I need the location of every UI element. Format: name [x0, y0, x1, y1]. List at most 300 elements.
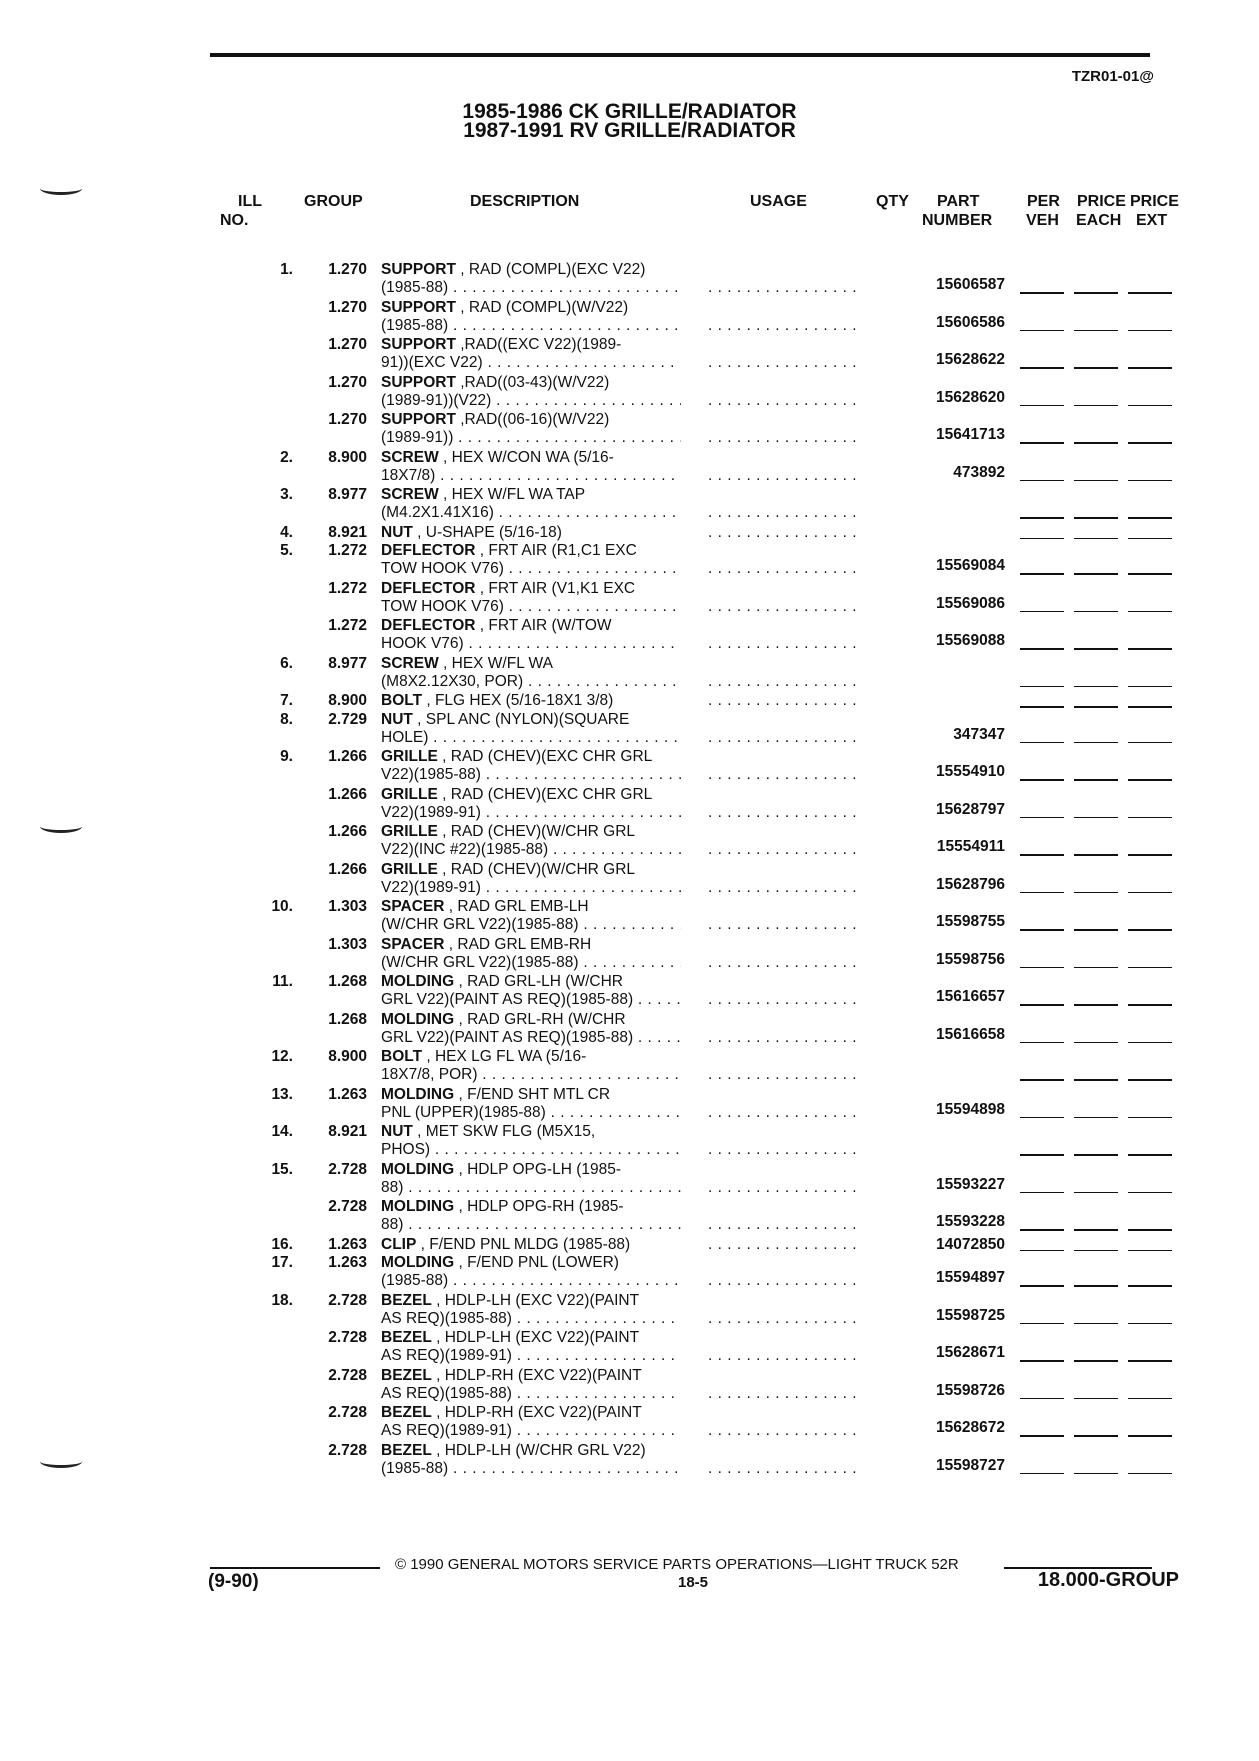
description-text: , HEX W/FL WA TAP — [438, 486, 586, 503]
per-veh-blank — [1020, 1323, 1064, 1325]
description-line-2 — [381, 1104, 681, 1122]
part-name: SPACER — [381, 898, 445, 915]
per-veh-blank — [1020, 779, 1064, 781]
group-number: 1.303 — [328, 935, 367, 953]
usage-leader — [708, 504, 862, 522]
description-text: , RAD GRL EMB-LH — [444, 898, 589, 915]
description-text-2: (1985-88) — [381, 1459, 449, 1477]
part-number: 15628620 — [936, 388, 1005, 406]
header-description: DESCRIPTION — [470, 193, 580, 210]
part-name: NUT — [381, 710, 413, 728]
ill-number: 12. — [271, 1048, 293, 1065]
description-text: ,RAD((06-16)(W/V22) — [455, 411, 610, 428]
description-line-2 — [381, 560, 681, 578]
price-ext-blank — [1128, 1285, 1172, 1287]
description-line-1 — [381, 299, 628, 317]
part-name: BOLT — [381, 1048, 423, 1065]
table-row — [0, 261, 1259, 299]
part-name: GRILLE — [381, 785, 438, 803]
per-veh-blank — [1020, 706, 1064, 708]
description-line-1 — [381, 542, 637, 560]
table-row — [0, 486, 1259, 524]
price-each-blank — [1074, 1323, 1118, 1325]
header-number: NUMBER — [922, 212, 993, 229]
description-line-2 — [381, 1216, 681, 1234]
group-number: 1.266 — [328, 748, 367, 765]
description-line-1 — [381, 1011, 626, 1029]
footer-page-number: 18-5 — [678, 1574, 709, 1591]
description-text: , HDLP-RH (EXC V22)(PAINT — [431, 1404, 642, 1421]
description-text-2: (1985-88) — [381, 279, 449, 296]
part-name: MOLDING — [381, 1085, 455, 1103]
header-usage: USAGE — [750, 193, 807, 210]
group-number: 1.303 — [328, 898, 367, 915]
per-veh-blank — [1020, 1360, 1064, 1362]
description-text-2: V22)(1989-91) — [381, 803, 481, 821]
description-line-1 — [381, 411, 609, 429]
description-text-2: HOOK V76) — [381, 635, 464, 652]
per-veh-blank — [1020, 742, 1064, 744]
ill-number: 8. — [280, 710, 293, 728]
usage-leader — [708, 1385, 862, 1403]
per-veh-blank — [1020, 854, 1064, 856]
description-line-1 — [381, 1254, 619, 1272]
description-text-2: V22)(INC #22)(1985-88) — [381, 841, 549, 858]
price-each-blank — [1074, 330, 1118, 332]
description-line-2 — [381, 954, 681, 972]
part-number: 15593227 — [936, 1175, 1005, 1193]
price-ext-blank — [1128, 405, 1172, 407]
usage-leader — [708, 1310, 862, 1328]
price-ext-blank — [1128, 517, 1172, 519]
usage-leader — [708, 954, 862, 972]
usage-leader — [708, 317, 862, 335]
group-number: 1.272 — [328, 579, 367, 597]
ill-number: 4. — [280, 523, 293, 541]
table-row — [0, 1254, 1259, 1292]
price-ext-blank — [1128, 686, 1172, 688]
part-name: BEZEL — [381, 1366, 432, 1384]
description-line-2 — [381, 1141, 681, 1159]
description-line-2 — [381, 429, 681, 447]
group-number: 8.900 — [328, 692, 367, 709]
description-text-2: (M8X2.12X30, POR) — [381, 672, 524, 690]
description-text: ,RAD((EXC V22)(1989- — [455, 336, 622, 353]
price-ext-blank — [1128, 1154, 1172, 1156]
header-veh: VEH — [1026, 212, 1059, 229]
price-each-blank — [1074, 1473, 1118, 1475]
description-line-1 — [381, 1086, 610, 1104]
group-number: 1.272 — [328, 542, 367, 559]
part-name: MOLDING — [381, 1254, 455, 1271]
usage-leader — [708, 1066, 862, 1084]
price-each-blank — [1074, 1250, 1118, 1252]
group-number: 2.728 — [328, 1291, 367, 1309]
table-row — [0, 336, 1259, 374]
table-row — [0, 1442, 1259, 1480]
description-line-2 — [381, 1460, 681, 1478]
header-price-ext: PRICE — [1130, 193, 1179, 210]
footer-group: 18.000-GROUP — [1037, 1569, 1179, 1591]
part-number: 15569088 — [936, 632, 1005, 649]
price-each-blank — [1074, 405, 1118, 407]
part-number: 15628622 — [936, 351, 1005, 368]
per-veh-blank — [1020, 573, 1064, 575]
description-line-1 — [381, 936, 591, 954]
description-line-2 — [381, 1272, 681, 1290]
ill-number: 7. — [280, 692, 293, 709]
usage-leader — [708, 1104, 862, 1122]
group-number: 8.977 — [328, 486, 367, 503]
price-ext-blank — [1128, 292, 1172, 294]
description-text-2: TOW HOOK V76) — [381, 560, 504, 577]
usage-leader — [708, 560, 862, 578]
price-each-blank — [1074, 1154, 1118, 1156]
table-row — [0, 580, 1259, 618]
part-number: 15594898 — [936, 1100, 1005, 1118]
part-name: NUT — [381, 1123, 413, 1140]
description-text-2: (W/CHR GRL V22)(1985-88) — [381, 953, 579, 971]
part-name: SCREW — [381, 486, 439, 503]
description-text: , F/END SHT MTL CR — [454, 1085, 611, 1103]
part-name: GRILLE — [381, 748, 438, 765]
price-each-blank — [1074, 1435, 1118, 1437]
part-name: SUPPORT — [381, 261, 456, 278]
table-row — [0, 542, 1259, 580]
description-text-2: 18X7/8, POR) — [381, 1066, 478, 1083]
description-text: , FRT AIR (W/TOW — [475, 617, 612, 634]
description-text: , HDLP-RH (EXC V22)(PAINT — [431, 1366, 642, 1384]
description-text: ,RAD((03-43)(W/V22) — [455, 373, 610, 391]
description-line-1 — [381, 617, 612, 635]
price-ext-blank — [1128, 706, 1172, 708]
price-each-blank — [1074, 648, 1118, 650]
table-row — [0, 748, 1259, 786]
description-text: , FRT AIR (R1,C1 EXC — [475, 542, 637, 559]
description-line-1 — [381, 580, 635, 598]
table-row — [0, 1329, 1259, 1367]
table-row — [0, 449, 1259, 487]
description-text: , HDLP OPG-RH (1985- — [454, 1198, 624, 1215]
price-ext-blank — [1128, 779, 1172, 781]
price-each-blank — [1074, 1285, 1118, 1287]
price-ext-blank — [1128, 538, 1172, 540]
description-line-1 — [381, 336, 621, 354]
usage-leader — [708, 1347, 862, 1365]
description-line-2 — [381, 879, 681, 897]
description-text: , HDLP-LH (W/CHR GRL V22) — [431, 1441, 646, 1459]
usage-leader — [708, 354, 862, 372]
part-name: DEFLECTOR — [381, 617, 476, 634]
page-title-line-1: 1985-1986 CK GRILLE/RADIATOR — [462, 100, 797, 123]
part-name: GRILLE — [381, 860, 438, 878]
part-number: 15593228 — [936, 1213, 1005, 1230]
header-price-each: PRICE — [1077, 193, 1126, 210]
ill-number: 9. — [280, 748, 293, 765]
table-row — [0, 711, 1259, 749]
group-number: 1.270 — [328, 336, 367, 353]
price-ext-blank — [1128, 967, 1172, 969]
part-number: 15616657 — [936, 988, 1005, 1005]
top-rule — [210, 53, 1150, 57]
table-row — [0, 411, 1259, 449]
price-ext-blank — [1128, 330, 1172, 332]
part-number: 15594897 — [936, 1269, 1005, 1286]
description-text: , RAD (CHEV)(W/CHR GRL — [437, 823, 636, 840]
price-each-blank — [1074, 1042, 1118, 1044]
description-line-2 — [381, 317, 681, 335]
group-number: 1.263 — [328, 1254, 367, 1271]
description-text-2: PNL (UPPER)(1985-88) — [381, 1103, 546, 1121]
price-each-blank — [1074, 1004, 1118, 1006]
per-veh-blank — [1020, 405, 1064, 407]
table-row — [0, 1048, 1259, 1086]
description-line-2 — [381, 1179, 681, 1197]
group-number: 2.728 — [328, 1441, 367, 1459]
group-number: 1.263 — [328, 1085, 367, 1103]
ill-number: 11. — [272, 973, 293, 990]
description-text: , HEX W/FL WA — [438, 654, 553, 672]
ill-number: 14. — [271, 1123, 293, 1140]
description-text-2: (1985-88) — [381, 1272, 449, 1289]
group-number: 1.272 — [328, 617, 367, 634]
description-line-1 — [381, 692, 613, 710]
price-each-blank — [1074, 742, 1118, 744]
description-text: , RAD (CHEV)(W/CHR GRL — [437, 860, 636, 878]
price-each-blank — [1074, 1360, 1118, 1362]
description-line-1 — [381, 374, 609, 392]
usage-leader — [708, 392, 862, 410]
price-ext-blank — [1128, 1042, 1172, 1044]
price-ext-blank — [1128, 480, 1172, 482]
parts-list — [0, 261, 1259, 1479]
per-veh-blank — [1020, 686, 1064, 688]
description-line-2 — [381, 766, 681, 784]
description-line-2 — [381, 1422, 681, 1440]
description-text-2: AS REQ)(1985-88) — [381, 1309, 512, 1327]
group-number: 2.728 — [328, 1198, 367, 1215]
price-ext-blank — [1128, 1079, 1172, 1081]
price-each-blank — [1074, 854, 1118, 856]
description-line-2 — [381, 804, 681, 822]
description-text: , U-SHAPE (5/16-18) — [412, 523, 562, 541]
part-name: SUPPORT — [381, 411, 456, 428]
price-ext-blank — [1128, 1323, 1172, 1325]
table-row — [0, 1161, 1259, 1199]
part-name: MOLDING — [381, 1160, 455, 1178]
description-text-2: (M4.2X1.41X16) — [381, 504, 494, 521]
per-veh-blank — [1020, 1154, 1064, 1156]
part-number: 15554911 — [936, 838, 1005, 855]
part-number: 15606587 — [936, 276, 1005, 293]
usage-leader — [708, 804, 862, 822]
description-line-1 — [381, 1123, 595, 1141]
part-number: 15569086 — [936, 594, 1005, 612]
table-row — [0, 1123, 1259, 1161]
description-line-1 — [381, 449, 614, 467]
part-name: MOLDING — [381, 1198, 455, 1215]
per-veh-blank — [1020, 1042, 1064, 1044]
description-line-2 — [381, 841, 681, 859]
header-part: PART — [937, 193, 980, 210]
footer-rule-left — [210, 1567, 380, 1569]
part-name: BEZEL — [381, 1291, 432, 1309]
description-text-2: V22)(1985-88) — [381, 766, 481, 783]
description-line-1 — [381, 1236, 630, 1254]
usage-leader — [708, 1236, 862, 1254]
usage-leader — [708, 1141, 862, 1159]
description-line-1 — [381, 1404, 642, 1422]
description-text-2: (W/CHR GRL V22)(1985-88) — [381, 916, 579, 933]
description-line-1 — [381, 524, 562, 542]
usage-leader — [708, 524, 862, 542]
group-number: 1.270 — [328, 298, 367, 316]
description-line-2 — [381, 673, 681, 691]
part-name: CLIP — [381, 1235, 417, 1253]
description-text-2: 88) — [381, 1216, 404, 1233]
description-line-2 — [381, 1310, 681, 1328]
group-number: 1.266 — [328, 860, 367, 878]
group-number: 8.921 — [328, 1123, 367, 1140]
table-row — [0, 1236, 1259, 1255]
description-text-2: GRL V22)(PAINT AS REQ)(1985-88) — [381, 1028, 634, 1046]
part-name: SUPPORT — [381, 336, 456, 353]
description-text: , HEX W/CON WA (5/16- — [438, 448, 614, 466]
description-text-2: TOW HOOK V76) — [381, 597, 504, 615]
description-text: , FLG HEX (5/16-18X1 3/8) — [422, 692, 614, 709]
per-veh-blank — [1020, 892, 1064, 894]
description-line-2 — [381, 916, 681, 934]
usage-leader — [708, 991, 862, 1009]
usage-leader — [708, 729, 862, 747]
part-number: 15628672 — [936, 1419, 1005, 1436]
description-text: , MET SKW FLG (M5X15, — [412, 1123, 596, 1140]
table-row — [0, 823, 1259, 861]
price-each-blank — [1074, 480, 1118, 482]
table-row — [0, 973, 1259, 1011]
footer-date: (9-90) — [208, 1571, 259, 1592]
part-number: 15628797 — [936, 800, 1005, 818]
usage-leader — [708, 673, 862, 691]
description-text: , RAD (COMPL)(EXC V22) — [455, 261, 646, 278]
description-text: , FRT AIR (V1,K1 EXC — [475, 579, 636, 597]
price-each-blank — [1074, 292, 1118, 294]
usage-leader — [708, 279, 862, 297]
price-ext-blank — [1128, 1360, 1172, 1362]
part-number: 473892 — [953, 463, 1005, 481]
description-text-2: (1985-88) — [381, 316, 449, 334]
description-line-2 — [381, 1347, 681, 1365]
group-number: 8.977 — [328, 654, 367, 672]
price-each-blank — [1074, 817, 1118, 819]
part-number: 347347 — [953, 725, 1005, 743]
price-each-blank — [1074, 967, 1118, 969]
price-each-blank — [1074, 573, 1118, 575]
price-ext-blank — [1128, 1250, 1172, 1252]
description-text: , RAD (COMPL)(W/V22) — [455, 298, 629, 316]
description-text: , HDLP-LH (EXC V22)(PAINT — [431, 1291, 640, 1309]
description-text-2: AS REQ)(1989-91) — [381, 1422, 512, 1439]
description-text-2: (1989-91)) — [381, 429, 454, 446]
part-name: BEZEL — [381, 1329, 432, 1346]
description-line-1 — [381, 711, 629, 729]
header-ext: EXT — [1136, 212, 1168, 229]
group-number: 1.270 — [328, 373, 367, 391]
per-veh-blank — [1020, 330, 1064, 332]
description-text-2: V22)(1989-91) — [381, 878, 481, 896]
usage-leader — [708, 1272, 862, 1290]
description-text: , RAD GRL EMB-RH — [444, 935, 592, 953]
per-veh-blank — [1020, 292, 1064, 294]
price-each-blank — [1074, 611, 1118, 613]
part-number: 15598755 — [936, 913, 1005, 930]
table-row — [0, 1292, 1259, 1330]
price-ext-blank — [1128, 442, 1172, 444]
price-ext-blank — [1128, 1435, 1172, 1437]
header-qty: QTY — [876, 193, 909, 210]
price-ext-blank — [1128, 742, 1172, 744]
description-text: , RAD (CHEV)(EXC CHR GRL — [437, 748, 653, 765]
part-number: 14072850 — [936, 1235, 1005, 1253]
price-each-blank — [1074, 442, 1118, 444]
group-number: 8.900 — [328, 1048, 367, 1065]
part-name: BEZEL — [381, 1404, 432, 1421]
ill-number: 5. — [280, 542, 293, 559]
usage-leader — [708, 1029, 862, 1047]
price-ext-blank — [1128, 573, 1172, 575]
table-row — [0, 936, 1259, 974]
description-text-2: (1989-91))(V22) — [381, 391, 492, 409]
per-veh-blank — [1020, 1250, 1064, 1252]
part-name: SUPPORT — [381, 298, 456, 316]
table-row — [0, 1086, 1259, 1124]
price-ext-blank — [1128, 1004, 1172, 1006]
ill-number: 2. — [280, 448, 293, 466]
description-text-2: 91))(EXC V22) — [381, 354, 483, 371]
price-ext-blank — [1128, 817, 1172, 819]
part-number: 15628671 — [936, 1344, 1005, 1361]
ill-number: 15. — [271, 1160, 293, 1178]
price-ext-blank — [1128, 1473, 1172, 1475]
usage-leader — [708, 879, 862, 897]
table-row — [0, 786, 1259, 824]
description-line-1 — [381, 1367, 642, 1385]
description-text: , HDLP-LH (EXC V22)(PAINT — [431, 1329, 640, 1346]
usage-leader — [708, 1460, 862, 1478]
usage-leader — [708, 1216, 862, 1234]
description-text: , RAD GRL-RH (W/CHR — [454, 1010, 626, 1028]
part-name: BEZEL — [381, 1441, 432, 1459]
table-row — [0, 617, 1259, 655]
description-text: , RAD (CHEV)(EXC CHR GRL — [437, 785, 653, 803]
per-veh-blank — [1020, 480, 1064, 482]
part-name: SCREW — [381, 654, 439, 672]
part-number: 15554910 — [936, 763, 1005, 780]
header-per: PER — [1027, 193, 1060, 210]
usage-leader — [708, 467, 862, 485]
description-line-1 — [381, 823, 635, 841]
usage-leader — [708, 766, 862, 784]
table-row — [0, 1404, 1259, 1442]
table-row — [0, 655, 1259, 693]
per-veh-blank — [1020, 1192, 1064, 1194]
part-number: 15628796 — [936, 875, 1005, 893]
description-line-1 — [381, 786, 652, 804]
document-code: TZR01-01@ — [1071, 68, 1154, 85]
price-each-blank — [1074, 1192, 1118, 1194]
description-text-2: 88) — [381, 1178, 404, 1196]
header-ill: ILL — [238, 193, 262, 210]
